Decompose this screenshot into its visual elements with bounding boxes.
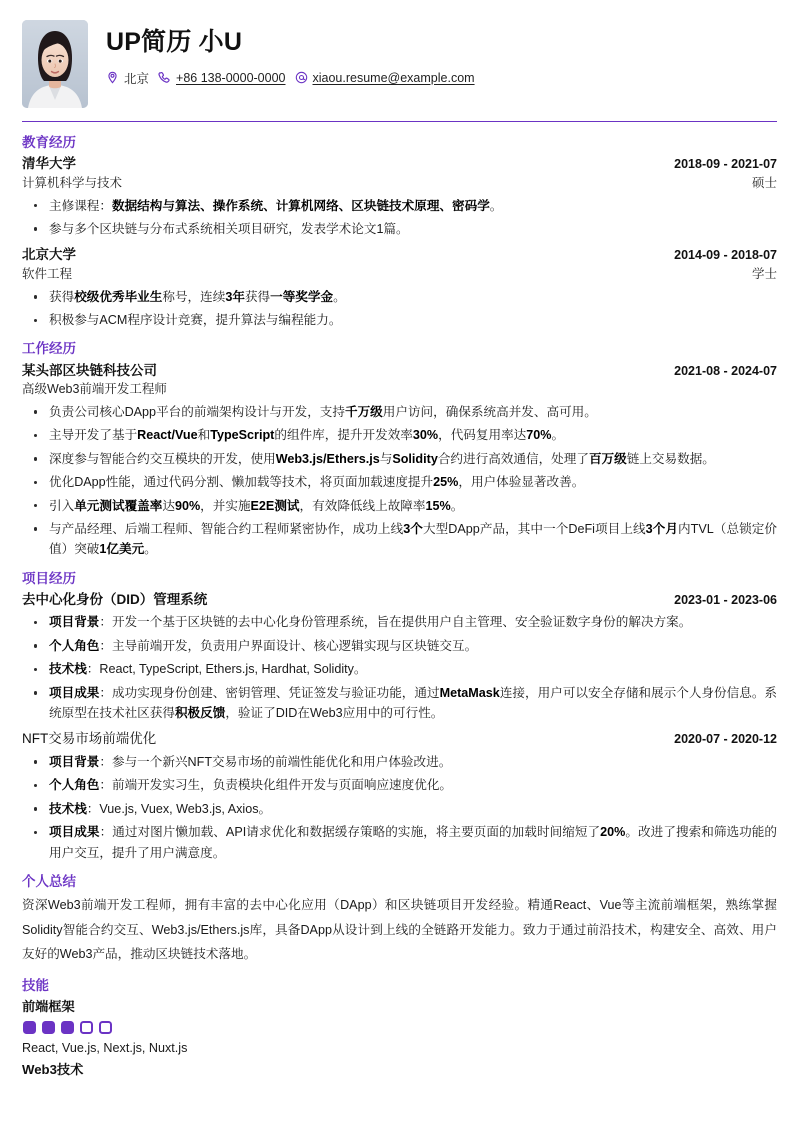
skill-dot-filled[interactable] [42,1021,55,1034]
list-item: 个人角色：主导前端开发，负责用户界面设计、核心逻辑实现与区块链交互。 [22,636,777,656]
work-entry [22,361,777,560]
list-item: 参与多个区块链与分布式系统相关项目研究，发表学术论文1篇。 [22,219,777,239]
identity-block [106,20,777,87]
list-item: 负责公司核心DApp平台的前端架构设计与开发，支持千万级用户访问，确保系统高并发、高可用。 [22,402,777,422]
education-entry [22,154,777,239]
project-entry [22,590,777,724]
work-bullets [22,402,777,560]
education-school: 清华大学 [22,156,76,172]
project-bullets [22,612,777,723]
entry-sub [22,380,777,399]
education-major: 软件工程 [22,266,73,281]
list-item: 与产品经理、后端工程师、智能合约工程师紧密协作，成功上线3个大型DApp产品，其中一个DeFi项目上线3个月内TVL（总锁定价值）突破1亿美元。 [22,519,777,560]
list-item: 主导开发了基于React/Vue和TypeScript的组件库，提升开发效率30%，代码复用率达70%。 [22,425,777,445]
list-item: 个人角色：前端开发实习生，负责模块化组件开发与页面响应速度优化。 [22,775,777,795]
avatar [22,20,88,108]
contact-email-text[interactable]: xiaou.resume@example.com [312,70,475,85]
education-degree: 硕士 [751,175,777,190]
section-summary [22,873,777,967]
list-item: 引入单元测试覆盖率达90%，并实施E2E测试，有效降低线上故障率15%。 [22,496,777,516]
list-item: 技术栈：React, TypeScript, Ethers.js, Hardhat, Solidity。 [22,659,777,679]
contact-email[interactable] [295,71,475,85]
portrait-photo-icon [22,20,88,108]
contact-row [106,69,777,87]
list-item: 项目成果：通过对图片懒加载、API请求优化和数据缓存策略的实施，将主要页面的加载时间缩短了20%。改进了搜索和筛选功能的用户交互，提升了用户满意度。 [22,822,777,863]
work-company: 某头部区块链科技公司 [22,362,157,378]
skill-dot-empty[interactable] [99,1021,112,1034]
contact-phone[interactable] [158,71,285,85]
list-item: 积极参与ACM程序设计竞赛，提升算法与编程能力。 [22,310,777,330]
entry-head [22,361,777,381]
list-item: 项目背景：开发一个基于区块链的去中心化身份管理系统，旨在提供用户自主管理、安全验证数字身份的解决方案。 [22,612,777,632]
skill-dot-filled[interactable] [23,1021,36,1034]
entry-sub [22,265,777,284]
section-work [22,340,777,559]
skill-dot-empty[interactable] [80,1021,93,1034]
phone-icon [158,71,171,84]
skill-group [22,1060,777,1080]
list-item: 项目背景：参与一个新兴NFT交易市场的前端性能优化和用户体验改进。 [22,752,777,772]
entry-head [22,729,777,749]
education-date: 2018-09 - 2021-07 [674,157,777,172]
skill-group-name: 前端框架 [22,999,75,1014]
skill-group-name: Web3技术 [22,1061,84,1077]
list-item: 技术栈：Vue.js, Vuex, Web3.js, Axios。 [22,799,777,819]
page-title: UP简历 小U [106,28,243,56]
skill-group [22,997,777,1058]
project-title: NFT交易市场前端优化 [22,731,157,747]
project-title: 去中心化身份（DID）管理系统 [22,591,208,607]
list-item: 主修课程：数据结构与算法、操作系统、计算机网络、区块链技术原理、密码学。 [22,196,777,216]
project-date: 2023-01 - 2023-06 [674,592,777,607]
education-date: 2014-09 - 2018-07 [674,248,777,263]
skill-group-items: React, Vue.js, Next.js, Nuxt.js [22,1040,188,1055]
education-bullets [22,196,777,240]
section-title-work: 工作经历 [22,341,76,357]
entry-head [22,245,777,265]
work-role: 高级Web3前端开发工程师 [22,382,167,397]
skill-level-rating[interactable] [23,1021,777,1034]
entry-head [22,590,777,610]
education-bullets [22,287,777,331]
work-date: 2021-08 - 2024-07 [674,363,777,378]
contact-location-text: 北京 [124,71,150,86]
entry-sub [22,174,777,193]
header-divider [22,121,777,122]
project-entry [22,729,777,863]
skill-dot-filled[interactable] [61,1021,74,1034]
education-entry [22,245,777,330]
list-item: 获得校级优秀毕业生称号，连续3年获得一等奖学金。 [22,287,777,307]
education-major: 计算机科学与技术 [22,175,123,190]
email-at-icon [295,71,308,84]
section-education [22,134,777,330]
resume-header [22,20,777,118]
summary-text: 资深Web3前端开发工程师，拥有丰富的去中心化应用（DApp）和区块链项目开发经验。精通React、Vue等主流前端框架，熟练掌握Solidity智能合约交互、Web3.js/Ethers.js库，具备DApp从设计到上线的全链路开发能力。致力于通过前沿技术，构建安全、高效、用户友好的Web3产品，推动区块链技术落地。 [22,898,777,962]
contact-phone-text[interactable]: +86 138-0000-0000 [176,70,286,85]
project-bullets [22,752,777,863]
contact-location [106,69,149,87]
education-degree: 学士 [751,266,777,281]
location-pin-icon [106,71,119,84]
section-projects [22,570,777,863]
section-title-education: 教育经历 [22,135,76,150]
section-title-summary: 个人总结 [22,873,76,889]
section-title-projects: 项目经历 [22,570,76,586]
section-skills [22,977,777,1080]
project-date: 2020-07 - 2020-12 [674,732,777,747]
list-item: 项目成果：成功实现身份创建、密钥管理、凭证签发与验证功能，通过MetaMask连接，用户可以安全存储和展示个人身份信息。系统原型在技术社区获得积极反馈，验证了DID在Web3应用中的可行性。 [22,683,777,724]
list-item: 优化DApp性能，通过代码分割、懒加载等技术，将页面加载速度提升25%，用户体验显著改善。 [22,472,777,492]
section-title-skills: 技能 [22,977,49,993]
list-item: 深度参与智能合约交互模块的开发，使用Web3.js/Ethers.js与Solidity合约进行高效通信，处理了百万级链上交易数据。 [22,449,777,469]
entry-head [22,154,777,174]
education-school: 北京大学 [22,247,76,263]
